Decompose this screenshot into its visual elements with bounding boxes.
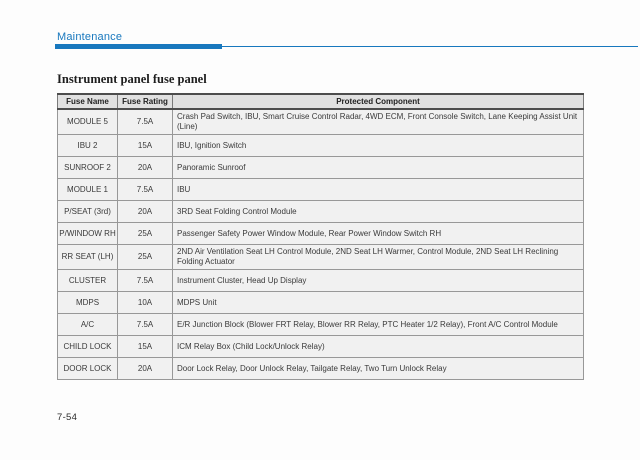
table-row	[58, 157, 584, 179]
fuse-rating-cell: 7.5A	[118, 314, 173, 336]
fuse-rating-cell: 20A	[118, 201, 173, 223]
header-rule	[222, 46, 638, 47]
fuse-name-cell: MODULE 1	[58, 179, 118, 201]
fuse-name-cell: MODULE 5	[58, 109, 118, 135]
component-cell: MDPS Unit	[173, 292, 584, 314]
table-row	[58, 270, 584, 292]
col-header-fuse-name: Fuse Name	[58, 94, 118, 109]
table-row	[58, 135, 584, 157]
fuse-name-cell: DOOR LOCK	[58, 358, 118, 380]
component-cell: 2ND Air Ventilation Seat LH Control Module, 2ND Seat LH Warmer, Control Module, 2ND Seat LH Reclining Folding Actuator	[173, 245, 584, 270]
page-number: 7-54	[57, 412, 78, 423]
fuse-name-cell: SUNROOF 2	[58, 157, 118, 179]
fuse-name-cell: IBU 2	[58, 135, 118, 157]
fuse-rating-cell: 15A	[118, 336, 173, 358]
component-cell: Passenger Safety Power Window Module, Rear Power Window Switch RH	[173, 223, 584, 245]
fuse-rating-cell: 20A	[118, 157, 173, 179]
component-cell: Door Lock Relay, Door Unlock Relay, Tailgate Relay, Two Turn Unlock Relay	[173, 358, 584, 380]
table-row	[58, 179, 584, 201]
component-cell: Crash Pad Switch, IBU, Smart Cruise Control Radar, 4WD ECM, Front Console Switch, Lane Keeping Assist Unit (Line)	[173, 109, 584, 135]
table-header-row	[58, 94, 584, 109]
fuse-name-cell: A/C	[58, 314, 118, 336]
component-cell: E/R Junction Block (Blower FRT Relay, Blower RR Relay, PTC Heater 1/2 Relay), Front A/C Control Module	[173, 314, 584, 336]
fuse-rating-cell: 7.5A	[118, 270, 173, 292]
fuse-name-cell: P/SEAT (3rd)	[58, 201, 118, 223]
table-row	[58, 358, 584, 380]
fuse-rating-cell: 15A	[118, 135, 173, 157]
fuse-table	[57, 93, 584, 380]
table-row	[58, 292, 584, 314]
fuse-name-cell: P/WINDOW RH	[58, 223, 118, 245]
fuse-rating-cell: 10A	[118, 292, 173, 314]
table-row	[58, 245, 584, 270]
table-row	[58, 223, 584, 245]
fuse-name-cell: RR SEAT (LH)	[58, 245, 118, 270]
chapter-breadcrumb[interactable]: Maintenance	[57, 31, 123, 43]
component-cell: ICM Relay Box (Child Lock/Unlock Relay)	[173, 336, 584, 358]
fuse-rating-cell: 7.5A	[118, 179, 173, 201]
table-row	[58, 314, 584, 336]
component-cell: 3RD Seat Folding Control Module	[173, 201, 584, 223]
component-cell: Panoramic Sunroof	[173, 157, 584, 179]
table-row	[58, 109, 584, 135]
chapter-underline-bar	[55, 44, 222, 49]
component-cell: IBU	[173, 179, 584, 201]
col-header-protected-component: Protected Component	[173, 94, 584, 109]
page-title: Instrument panel fuse panel	[57, 72, 207, 86]
table-row	[58, 201, 584, 223]
fuse-rating-cell: 25A	[118, 223, 173, 245]
fuse-rating-cell: 25A	[118, 245, 173, 270]
col-header-fuse-rating: Fuse Rating	[118, 94, 173, 109]
fuse-name-cell: CHILD LOCK	[58, 336, 118, 358]
fuse-rating-cell: 20A	[118, 358, 173, 380]
fuse-name-cell: MDPS	[58, 292, 118, 314]
table-row	[58, 336, 584, 358]
component-cell: Instrument Cluster, Head Up Display	[173, 270, 584, 292]
fuse-rating-cell: 7.5A	[118, 109, 173, 135]
fuse-name-cell: CLUSTER	[58, 270, 118, 292]
component-cell: IBU, Ignition Switch	[173, 135, 584, 157]
